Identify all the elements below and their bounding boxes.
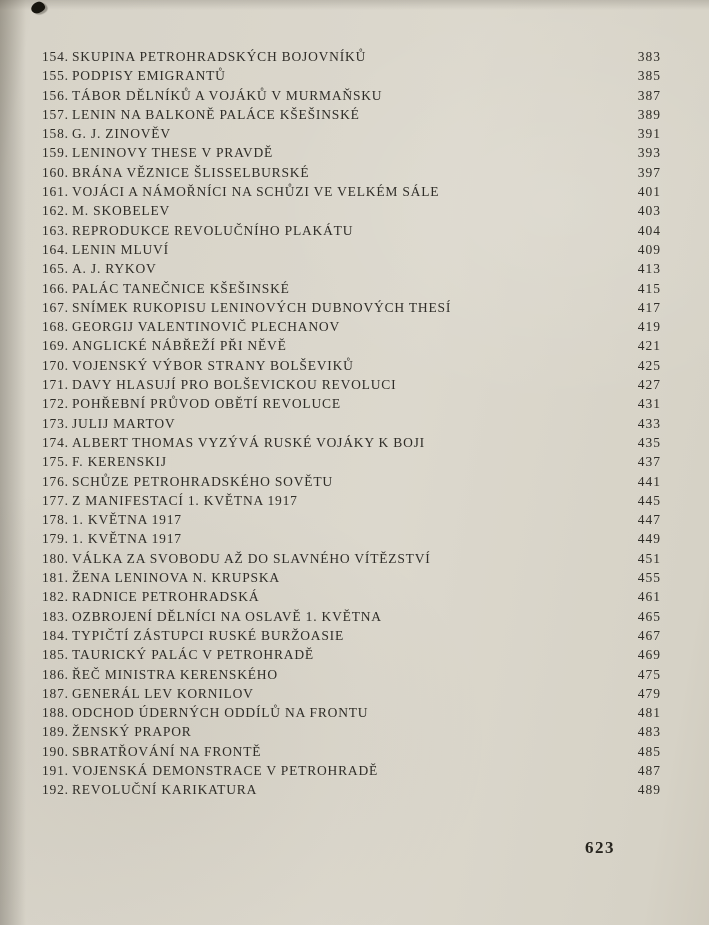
entry-page: 435 (637, 434, 661, 450)
scan-edge-shadow-left (0, 0, 26, 925)
entry-number: 174. (42, 434, 69, 450)
toc-entry (42, 686, 661, 705)
entry-title: ŽENSKÝ PRAPOR (72, 724, 192, 740)
toc-entry (42, 667, 661, 686)
entry-number: 178. (42, 512, 69, 528)
toc-entry (42, 416, 661, 435)
entry-number: 171. (42, 377, 69, 393)
entry-number: 179. (42, 531, 69, 547)
entry-number: 167. (42, 299, 69, 315)
entry-title: ODCHOD ÚDERNÝCH ODDÍLŮ NA FRONTU (72, 705, 369, 721)
entry-number: 155. (42, 68, 69, 84)
entry-number: 181. (42, 570, 69, 586)
toc-entry (42, 165, 661, 184)
entry-title: 1. KVĚTNA 1917 (72, 531, 182, 547)
entry-number: 192. (42, 782, 69, 798)
entry-page: 485 (637, 743, 661, 759)
entry-title: F. KERENSKIJ (72, 454, 167, 470)
toc-entry (42, 763, 661, 782)
entry-page: 383 (637, 49, 661, 64)
entry-number: 175. (42, 454, 69, 470)
entry-title: TYPIČTÍ ZÁSTUPCI RUSKÉ BURŽOASIE (72, 627, 344, 643)
entry-title: TAURICKÝ PALÁC V PETROHRADĚ (72, 647, 314, 663)
entry-title: GENERÁL LEV KORNILOV (72, 685, 254, 701)
toc-entry (42, 338, 661, 357)
entry-title: LENINOVY THESE V PRAVDĚ (72, 145, 274, 161)
entry-title: ANGLICKÉ NÁBŘEŽÍ PŘI NĚVĚ (72, 338, 287, 354)
entry-number: 161. (42, 184, 69, 200)
entry-title: SBRATŘOVÁNÍ NA FRONTĚ (72, 743, 262, 759)
toc-entry (42, 68, 661, 87)
entry-page: 385 (637, 68, 661, 84)
toc-entry (42, 49, 661, 68)
entry-page: 433 (637, 415, 661, 431)
entry-title: PALÁC TANEČNICE KŠEŠINSKÉ (72, 280, 290, 296)
entry-title: RADNICE PETROHRADSKÁ (72, 589, 260, 605)
entry-title: PODPISY EMIGRANTŮ (72, 68, 226, 84)
entry-page: 455 (637, 570, 661, 586)
entry-number: 159. (42, 145, 69, 161)
entry-title: REPRODUKCE REVOLUČNÍHO PLAKÁTU (72, 222, 354, 238)
toc-entry (42, 647, 661, 666)
entry-page: 447 (637, 512, 661, 528)
entry-page: 479 (637, 685, 661, 701)
toc-entry (42, 107, 661, 126)
entry-page: 451 (637, 550, 661, 566)
toc-entry (42, 531, 661, 550)
entry-title: REVOLUČNÍ KARIKATURA (72, 782, 258, 798)
entry-number: 190. (42, 743, 69, 759)
toc-entry (42, 88, 661, 107)
entry-page: 393 (637, 145, 661, 161)
toc-entry (42, 512, 661, 531)
entry-number: 180. (42, 550, 69, 566)
entry-title: 1. KVĚTNA 1917 (72, 512, 182, 528)
entry-number: 188. (42, 705, 69, 721)
entry-page: 387 (637, 87, 661, 103)
entry-title: TÁBOR DĚLNÍKŮ A VOJÁKŮ V MURMAŇSKU (72, 87, 383, 103)
entry-number: 163. (42, 222, 69, 238)
entry-number: 183. (42, 608, 69, 624)
entry-title: VOJÁCI A NÁMOŘNÍCI NA SCHŮZI VE VELKÉM SÁLE (72, 184, 440, 200)
entry-number: 176. (42, 473, 69, 489)
entry-title: LENIN NA BALKONĚ PALÁCE KŠEŠINSKÉ (72, 106, 360, 122)
entry-page: 427 (637, 377, 661, 393)
entry-page: 441 (637, 473, 661, 489)
entry-title: VOJENSKÁ DEMONSTRACE V PETROHRADĚ (72, 762, 379, 778)
entry-page: 475 (637, 666, 661, 682)
entry-title: SNÍMEK RUKOPISU LENINOVÝCH DUBNOVÝCH THESÍ (72, 299, 452, 315)
entry-title: SKUPINA PETROHRADSKÝCH BOJOVNÍKŮ (72, 49, 367, 64)
toc-entry (42, 589, 661, 608)
entry-page: 489 (637, 782, 661, 798)
entry-number: 162. (42, 203, 69, 219)
entry-page: 415 (637, 280, 661, 296)
toc-entry (42, 435, 661, 454)
entry-page: 403 (637, 203, 661, 219)
entry-page: 437 (637, 454, 661, 470)
toc-entry (42, 493, 661, 512)
entry-number: 189. (42, 724, 69, 740)
entry-number: 164. (42, 241, 69, 257)
toc-entry (42, 705, 661, 724)
entry-number: 191. (42, 762, 69, 778)
entry-title: DAVY HLASUJÍ PRO BOLŠEVICKOU REVOLUCI (72, 377, 397, 393)
toc-entry (42, 126, 661, 145)
toc-entry (42, 242, 661, 261)
entry-page: 401 (637, 184, 661, 200)
entry-page: 425 (637, 357, 661, 373)
toc-entry (42, 724, 661, 743)
toc-entry (42, 570, 661, 589)
toc-entry (42, 628, 661, 647)
entry-page: 391 (637, 126, 661, 142)
toc-entry (42, 319, 661, 338)
entry-title: A. J. RYKOV (72, 261, 157, 277)
toc-entry (42, 551, 661, 570)
entry-page: 409 (637, 241, 661, 257)
entry-title: SCHŮZE PETROHRADSKÉHO SOVĚTU (72, 473, 333, 489)
toc-entry (42, 474, 661, 493)
entry-page: 417 (637, 299, 661, 315)
entry-page: 397 (637, 164, 661, 180)
toc-entry (42, 300, 661, 319)
entry-number: 165. (42, 261, 69, 277)
entry-title: LENIN MLUVÍ (72, 241, 169, 257)
entry-page: 487 (637, 762, 661, 778)
entry-page: 419 (637, 319, 661, 335)
toc-entry (42, 454, 661, 473)
entry-number: 157. (42, 106, 69, 122)
entry-number: 169. (42, 338, 69, 354)
toc-entry (42, 782, 661, 801)
entry-title: BRÁNA VĚZNICE ŠLISSELBURSKÉ (72, 164, 310, 180)
entry-page: 461 (637, 589, 661, 605)
toc-entry (42, 377, 661, 396)
toc-entry (42, 145, 661, 164)
toc-list (42, 49, 661, 802)
entry-number: 160. (42, 164, 69, 180)
scan-edge-shadow-top (0, 0, 709, 10)
entry-number: 156. (42, 87, 69, 103)
entry-page: 389 (637, 106, 661, 122)
toc-entry (42, 281, 661, 300)
ink-smudge (30, 0, 47, 15)
entry-title: VÁLKA ZA SVOBODU AŽ DO SLAVNÉHO VÍTĚZSTVÍ (72, 550, 431, 566)
toc-entry (42, 744, 661, 763)
entry-title: POHŘEBNÍ PRŮVOD OBĚTÍ REVOLUCE (72, 396, 341, 412)
entry-number: 154. (42, 49, 69, 64)
entry-page: 404 (637, 222, 661, 238)
toc-entry (42, 609, 661, 628)
entry-title: JULIJ MARTOV (72, 415, 176, 431)
entry-title: ŽENA LENINOVA N. KRUPSKA (72, 570, 280, 586)
entry-page: 483 (637, 724, 661, 740)
entry-number: 172. (42, 396, 69, 412)
entry-title: OZBROJENÍ DĚLNÍCI NA OSLAVĚ 1. KVĚTNA (72, 608, 382, 624)
toc-entry (42, 261, 661, 280)
entry-number: 185. (42, 647, 69, 663)
entry-title: M. SKOBELEV (72, 203, 171, 219)
entry-number: 184. (42, 627, 69, 643)
entry-number: 170. (42, 357, 69, 373)
entry-number: 187. (42, 685, 69, 701)
entry-page: 445 (637, 492, 661, 508)
toc-entry (42, 203, 661, 222)
toc-entry (42, 396, 661, 415)
entry-page: 467 (637, 627, 661, 643)
page-folio: 623 (585, 838, 615, 857)
entry-page: 431 (637, 396, 661, 412)
entry-number: 186. (42, 666, 69, 682)
entry-page: 481 (637, 705, 661, 721)
entry-page: 449 (637, 531, 661, 547)
entry-title: G. J. ZINOVĚV (72, 126, 171, 142)
entry-title: VOJENSKÝ VÝBOR STRANY BOLŠEVIKŮ (72, 357, 354, 373)
entry-page: 469 (637, 647, 661, 663)
toc-entry (42, 184, 661, 203)
entry-number: 166. (42, 280, 69, 296)
entry-page: 465 (637, 608, 661, 624)
toc-entry (42, 358, 661, 377)
entry-page: 413 (637, 261, 661, 277)
entry-title: ALBERT THOMAS VYZÝVÁ RUSKÉ VOJÁKY K BOJI (72, 434, 425, 450)
entry-number: 168. (42, 319, 69, 335)
entry-title: ŘEČ MINISTRA KERENSKÉHO (72, 666, 278, 682)
entry-title: GEORGIJ VALENTINOVIČ PLECHANOV (72, 319, 340, 335)
entry-page: 421 (637, 338, 661, 354)
entry-number: 182. (42, 589, 69, 605)
entry-number: 158. (42, 126, 69, 142)
toc-entry (42, 223, 661, 242)
entry-title: Z MANIFESTACÍ 1. KVĚTNA 1917 (72, 492, 298, 508)
entry-number: 177. (42, 492, 69, 508)
entry-number: 173. (42, 415, 69, 431)
